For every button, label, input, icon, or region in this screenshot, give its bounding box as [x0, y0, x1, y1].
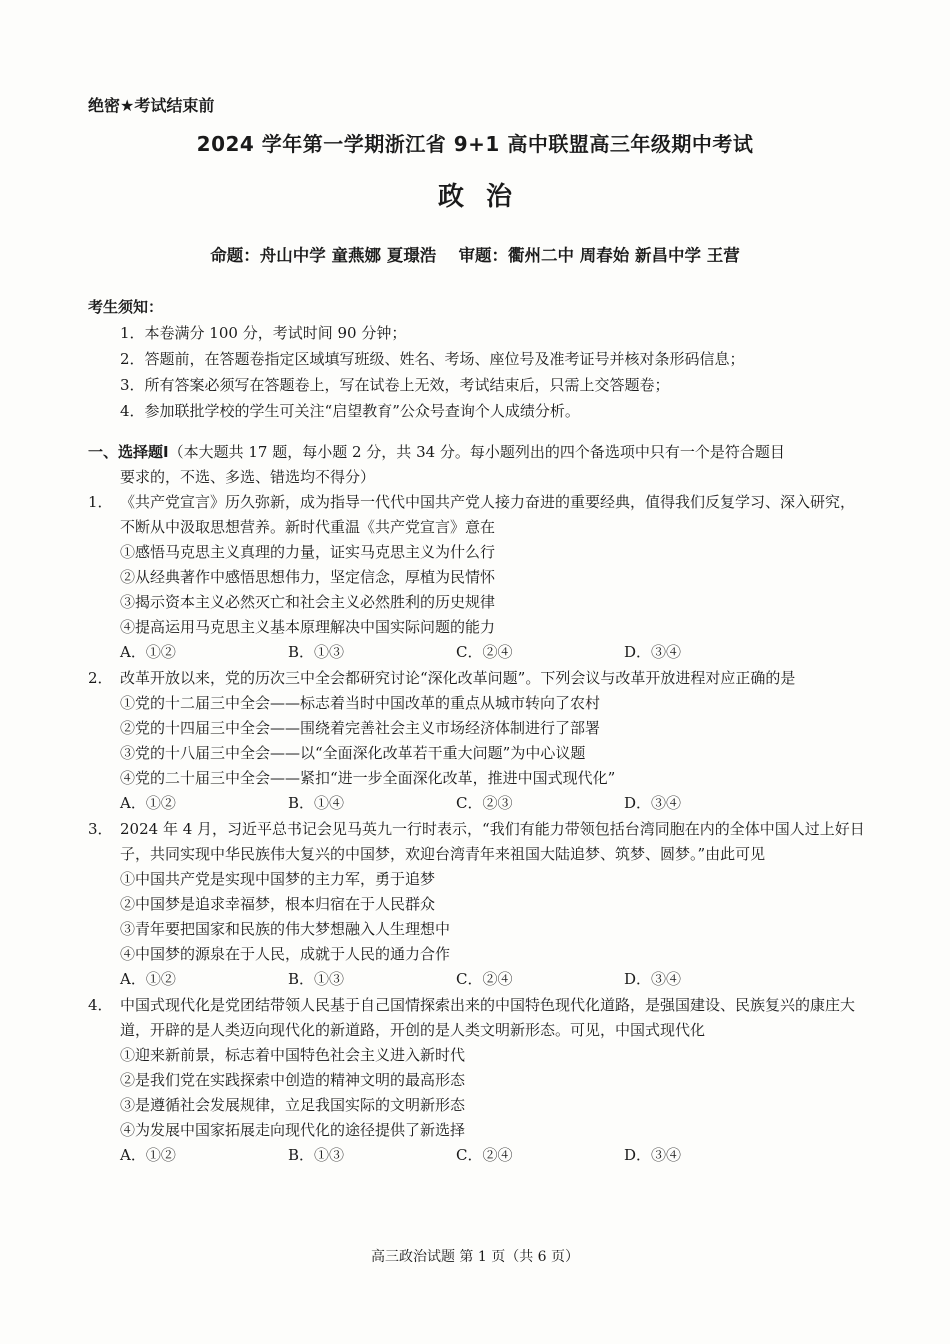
choice-a: A．①② [120, 1146, 176, 1164]
choice-c: C．②③ [456, 794, 513, 812]
choice-d: D．③④ [624, 794, 682, 812]
choice-b: B．①③ [288, 643, 345, 661]
notice-item: 2．答题前，在答题卷指定区域填写班级、姓名、考场、座位号及准考证号并核对条形码信息； [120, 350, 745, 368]
choice-b: B．①③ [288, 970, 345, 988]
notice-item: 4．参加联批学校的学生可关注“启望教育”公众号查询个人成绩分析。 [120, 402, 580, 420]
statement: ②中国梦是追求幸福梦，根本归宿在于人民群众 [120, 895, 436, 913]
choice-c: C．②④ [456, 970, 513, 988]
choice-a: A．①② [120, 643, 176, 661]
choice-c: C．②④ [456, 643, 513, 661]
question-number: 3． [88, 820, 113, 838]
notice-heading: 考生须知： [88, 298, 164, 316]
choice-b: B．①④ [288, 794, 345, 812]
notice-item: 3．所有答案必须写在答题卷上，写在试卷上无效，考试结束后，只需上交答题卷； [120, 376, 670, 394]
subject-title: 政治 [437, 182, 534, 212]
question-stem-text: 2024 年 4 月，习近平总书记会见马英九一行时表示，“我们有能力带领包括台湾同胞在内的全体中国人过上好日子，共同实现中华民族伟大复兴的中国梦，欢迎台湾青年来祖国大陆追梦、筑梦、圆梦。”由此可见 [120, 820, 865, 863]
question-2 [88, 666, 868, 816]
authors-line: 命题：舟山中学 童燕娜 夏璟浩 审题：衢州二中 周春始 新昌中学 王营 [210, 246, 740, 265]
statement: ③揭示资本主义必然灭亡和社会主义必然胜利的历史规律 [120, 593, 496, 611]
question-stem [88, 993, 868, 1043]
question-stem [88, 666, 868, 691]
statement: ③是遵循社会发展规律，立足我国实际的文明新形态 [120, 1096, 466, 1114]
exam-title: 2024 学年第一学期浙江省 9+1 高中联盟高三年级期中考试 [196, 132, 754, 156]
question-stem-text: 中国式现代化是党团结带领人民基于自己国情探索出来的中国特色现代化道路，是强国建设、民族复兴的康庄大道，开辟的是人类迈向现代化的新道路，开创的是人类文明新形态。可见，中国式现代化 [120, 996, 856, 1039]
section-heading-cont: 要求的，不选、多选、错选均不得分） [120, 468, 376, 486]
choice-a: A．①② [120, 970, 176, 988]
choice-d: D．③④ [624, 1146, 682, 1164]
answer-choices [88, 1143, 868, 1168]
choice-c: C．②④ [456, 1146, 513, 1164]
question-number: 4． [88, 996, 113, 1014]
choice-a: A．①② [120, 794, 176, 812]
question-3 [88, 817, 868, 992]
section-heading-bold: 一、选择题Ⅰ [88, 443, 169, 461]
question-number: 2． [88, 669, 113, 687]
answer-choices [88, 967, 868, 992]
question-stem [88, 490, 868, 540]
statement: ③党的十八届三中全会——以“全面深化改革若干重大问题”为中心议题 [120, 744, 586, 762]
choice-d: D．③④ [624, 970, 682, 988]
section-choice-questions [88, 440, 868, 1169]
choice-b: B．①③ [288, 1146, 345, 1164]
statement: ④为发展中国家拓展走向现代化的途径提供了新选择 [120, 1121, 466, 1139]
choice-d: D．③④ [624, 643, 682, 661]
statement: ①中国共产党是实现中国梦的主力军，勇于追梦 [120, 870, 436, 888]
statement: ②党的十四届三中全会——围绕着完善社会主义市场经济体制进行了部署 [120, 719, 601, 737]
statement: ②是我们党在实践探索中创造的精神文明的最高形态 [120, 1071, 466, 1089]
question-stem-text: 《共产党宣言》历久弥新，成为指导一代代中国共产党人接力奋进的重要经典，值得我们反复学习、深入研究，不断从中汲取思想营养。新时代重温《共产党宣言》意在 [120, 493, 856, 536]
statement: ④党的二十届三中全会——紧扣“进一步全面深化改革，推进中国式现代化” [120, 769, 616, 787]
candidate-notice [88, 294, 878, 424]
statement: ④中国梦的源泉在于人民，成就于人民的通力合作 [120, 945, 451, 963]
notice-item: 1．本卷满分 100 分，考试时间 90 分钟； [120, 324, 407, 342]
question-1 [88, 490, 868, 665]
section-heading-rest: （本大题共 17 题，每小题 2 分，共 34 分。每小题列出的四个备选项中只有一个是符合题目 [168, 443, 785, 461]
statement: ④提高运用马克思主义基本原理解决中国实际问题的能力 [120, 618, 496, 636]
question-number: 1． [88, 493, 113, 511]
statement: ①感悟马克思主义真理的力量，证实马克思主义为什么行 [120, 543, 496, 561]
page-footer: 高三政治试题 第 1 页（共 6 页） [370, 1249, 580, 1265]
statement: ③青年要把国家和民族的伟大梦想融入人生理想中 [120, 920, 451, 938]
statement: ①党的十二届三中全会——标志着当时中国改革的重点从城市转向了农村 [120, 694, 601, 712]
answer-choices [88, 640, 868, 665]
section-heading [88, 440, 868, 490]
answer-choices [88, 791, 868, 816]
question-stem [88, 817, 868, 867]
confidential-label: 绝密★考试结束前 [88, 96, 215, 115]
statement: ①迎来新前景，标志着中国特色社会主义进入新时代 [120, 1046, 466, 1064]
question-4 [88, 993, 868, 1168]
statement: ②从经典著作中感悟思想伟力，坚定信念，厚植为民情怀 [120, 568, 496, 586]
question-stem-text: 改革开放以来，党的历次三中全会都研究讨论“深化改革问题”。下列会议与改革开放进程对应正确的是 [120, 669, 796, 687]
